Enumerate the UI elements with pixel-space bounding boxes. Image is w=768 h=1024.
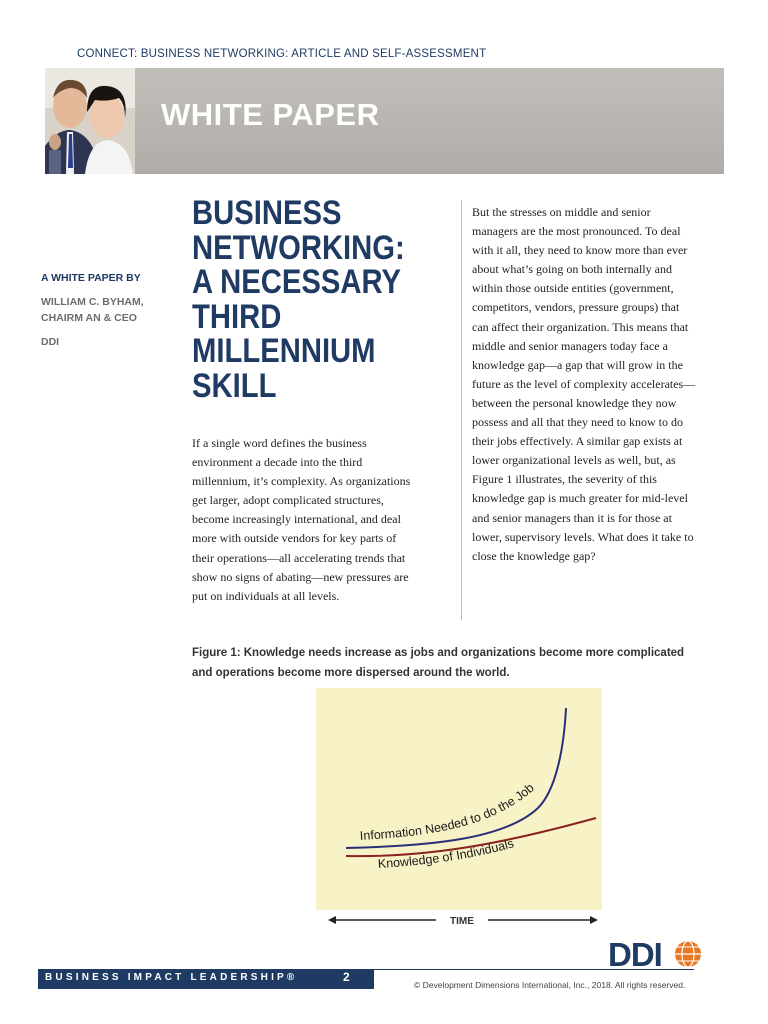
white-paper-title: WHITE PAPER [161, 97, 380, 132]
text-line: Figure 1 illustrates, the severity of this [472, 472, 657, 487]
text-line: But the stresses on middle and senior [472, 205, 651, 219]
text-line: about what’s going on both internally and [472, 262, 672, 277]
text-line: become increasingly international, and deal [192, 512, 401, 527]
text-line: can affect their organization. This means that [472, 319, 689, 334]
figure-caption-line: Figure 1: Knowledge needs increase as jobs and organizations become more complicated [192, 647, 685, 659]
text-line: knowledge gap is much greater for mid-level [472, 491, 688, 506]
text-line: competitors, vendors, pressure groups) that [472, 300, 680, 315]
figure-caption-line: and operations become more dispersed around the world. [192, 667, 510, 679]
author-name: WILLIAM C. BYHAM, [41, 296, 144, 308]
article-column-2 [472, 203, 732, 566]
text-line: managers are the most pronounced. To deal [472, 224, 681, 239]
text-line: lower, supervisory levels. What does it take to [472, 529, 694, 544]
figure-caption [192, 643, 732, 683]
text-line: show no signs of abating—new pressures are [192, 569, 409, 584]
knowledge-gap-chart [316, 688, 602, 910]
text-line: between the personal knowledge they now [472, 395, 677, 410]
x-axis-label: TIME [450, 916, 474, 927]
series-label-information-needed [359, 781, 536, 843]
ddi-logo [608, 936, 704, 972]
page-number: 2 [343, 970, 350, 984]
text-line: lower organizational levels as well, but, as [472, 453, 676, 468]
text-line: their operations—all accelerating trends that [192, 550, 406, 565]
article-title [192, 196, 411, 403]
header-band [45, 68, 724, 174]
text-line: environment a decade into the third [192, 455, 363, 470]
header-photo-people [45, 68, 135, 174]
text-line: future as the level of complexity accelerates— [472, 376, 696, 391]
series-label-information-needed-text: Information Needed to do the Job [359, 780, 537, 843]
article-title-line: THIRD [192, 297, 282, 336]
text-line: knowledge gap—a gap that will grow in the [472, 357, 683, 372]
text-line: middle and senior managers today face a [472, 338, 668, 353]
text-line: put on individuals at all levels. [192, 588, 340, 603]
footer-brand: BUSINESS IMPACT LEADERSHIP® [45, 972, 298, 983]
text-line: millennium, it’s complexity. As organizations [192, 474, 411, 489]
time-axis [328, 910, 598, 930]
article-title-line: NETWORKING: [192, 228, 405, 267]
article-title-line: A NECESSARY [192, 263, 402, 301]
globe-icon [675, 941, 701, 967]
author-heading: A WHITE PAPER BY [41, 272, 141, 284]
series-label-knowledge-individuals-text: Knowledge of Individuals [377, 836, 516, 871]
text-line: possess and all that they need to know to do [472, 415, 683, 430]
text-line: more with outside vendors for key parts of [192, 531, 397, 546]
article-title-line: BUSINESS [192, 194, 342, 232]
article-title-line: MILLENNIUM [192, 332, 376, 370]
text-line: within those outside entities (government, [472, 281, 674, 296]
article-column-1 [192, 434, 454, 606]
article-title-line: SKILL [192, 366, 277, 405]
author-organization: DDI [41, 336, 60, 348]
ddi-logo-text: DDI [608, 936, 662, 972]
text-line: their jobs effectively. A similar gap exists at [472, 434, 683, 449]
text-line: close the knowledge gap? [472, 548, 596, 563]
text-line: with it all, they need to know more than ever [472, 243, 688, 258]
text-line: and senior managers than it is for those at [472, 510, 672, 525]
document-section-label: CONNECT: BUSINESS NETWORKING: ARTICLE AND SELF-ASSESSMENT [77, 48, 487, 60]
column-divider [461, 200, 462, 620]
author-title: CHAIRM AN & CEO [41, 312, 137, 324]
text-line: If a single word defines the business [192, 436, 367, 450]
text-line: get larger, adopt complicated structures, [192, 493, 384, 508]
copyright-notice: © Development Dimensions International, Inc., 2018. All rights reserved. [414, 980, 686, 990]
